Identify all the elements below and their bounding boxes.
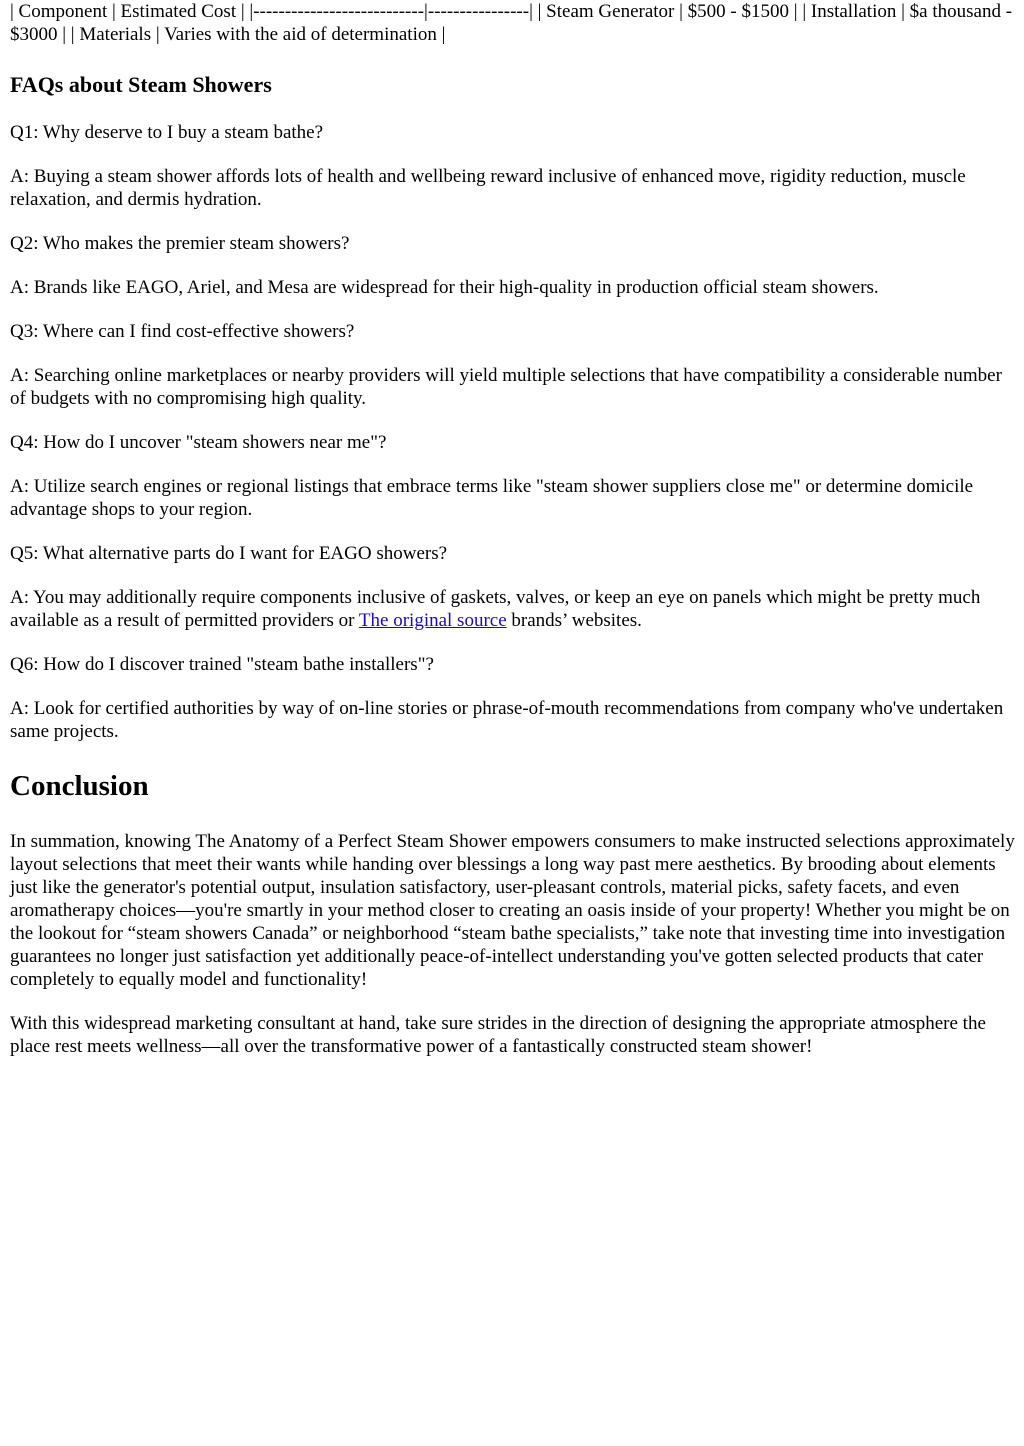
faq-heading: FAQs about Steam Showers <box>10 72 272 97</box>
faq-answer-5-text-after: brands’ websites. <box>506 610 642 631</box>
faq-answer-1: A: Buying a steam shower affords lots of health and wellbeing reward inclusive of enhanced move, rigidity reduction, muscle relaxation, and dermis hydration. <box>10 166 966 210</box>
faq-question-4: Q4: How do I uncover "steam showers near me"? <box>10 432 387 453</box>
faq-question-6: Q6: How do I discover trained "steam bathe installers"? <box>10 654 434 675</box>
original-source-link[interactable]: The original source <box>358 610 507 631</box>
conclusion-paragraph-1: In summation, knowing The Anatomy of a Perfect Steam Shower empowers consumers to make instructed selections approximately layout selections that meet their wants while handing over blessings a long way past mere aesthetics. By brooding about elements just like the generator's potential output, insulation satisfactory, user-pleasant controls, material picks, safety facets, and even aromatherapy choices—you're smartly in your method closer to creating an oasis inside of your property! Whether you might be on the lookout for “steam showers Canada” or neighborhood “steam bathe specialists,” take note that investing time into investigation guarantees no longer just satisfaction yet additionally peace-of-intellect understanding you've gotten selected products that cater completely to equally model and functionality! <box>10 831 1015 990</box>
faq-question-5: Q5: What alternative parts do I want for EAGO showers? <box>10 543 448 564</box>
faq-answer-4: A: Utilize search engines or regional listings that embrace terms like "steam shower suppliers close me" or determine domicile advantage shops to your region. <box>10 476 974 520</box>
cost-table-text: | Component | Estimated Cost | |---------------------------|----------------| | Steam Generator | $500 - $1500 | | Installation | $a thousand - $3000 | | Materials | Varies with the aid of determination | <box>10 1 1013 45</box>
faq-answer-6: A: Look for certified authorities by way of on-line stories or phrase-of-mouth recommendations from company who've undertaken same projects. <box>10 698 1004 742</box>
faq-question-2: Q2: Who makes the premier steam showers? <box>10 233 350 254</box>
faq-question-1: Q1: Why deserve to I buy a steam bathe? <box>10 122 324 143</box>
conclusion-heading: Conclusion <box>10 770 149 802</box>
faq-answer-3: A: Searching online marketplaces or nearby providers will yield multiple selections that have compatibility a considerable number of budgets with no compromising high quality. <box>10 365 1002 409</box>
faq-answer-2: A: Brands like EAGO, Ariel, and Mesa are widespread for their high-quality in production official steam showers. <box>10 277 879 298</box>
faq-answer-5 <box>10 586 1018 632</box>
faq-question-3: Q3: Where can I find cost-effective showers? <box>10 321 355 342</box>
conclusion-paragraph-2: With this widespread marketing consultant at hand, take sure strides in the direction of designing the appropriate atmosphere the place rest meets wellness—all over the transformative power of a fantastically constructed steam shower! <box>10 1013 986 1057</box>
faq-answer-5-text-before: A: You may additionally require components inclusive of gaskets, valves, or keep an eye on panels which might be pretty much available as a result of permitted providers or <box>10 587 981 631</box>
